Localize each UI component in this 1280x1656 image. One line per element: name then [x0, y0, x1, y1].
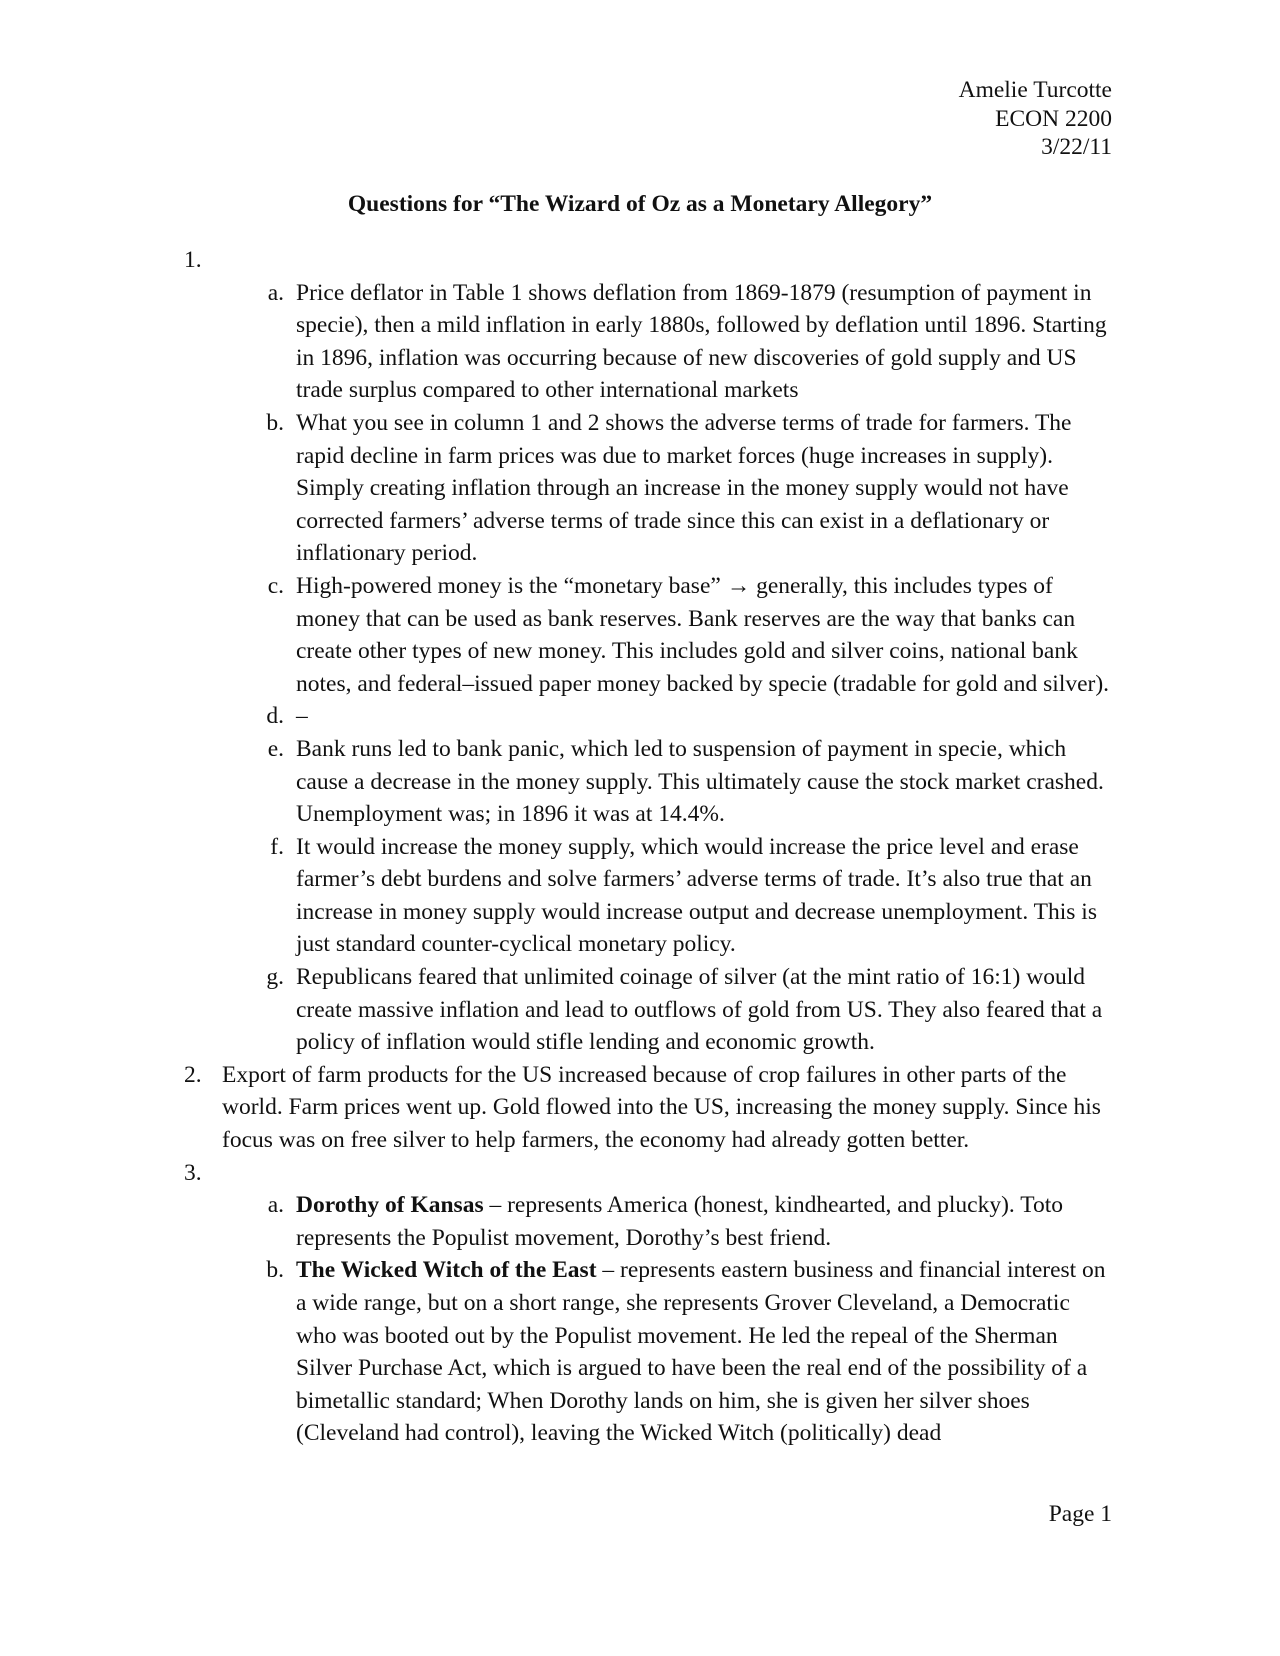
answer-text: – represents America (honest, kindhearted, and plucky). Toto represents the Populist movement, Dorothy’s best friend.	[296, 1192, 1063, 1251]
answer-text: Bank runs led to bank panic, which led to suspension of payment in specie, which cause a decrease in the money supply. This ultimately cause the stock market crashed. Unemployment was; in 1896 it was at 14.4%.	[296, 735, 1104, 828]
answer-text: Export of farm products for the US increased because of crop failures in other parts of the world. Farm prices went up. Gold flowed into the US, increasing the money supply. Since his focus was on free silver to help farmers, the economy had already gotten better.	[222, 1061, 1101, 1154]
page-number: Page 1	[1048, 1501, 1112, 1527]
character-name: The Wicked Witch of the East	[296, 1257, 597, 1284]
answer-text: – represents eastern business and financial interest on a wide range, but on a short range, she represents Grover Cleveland, a Democratic who was booted out by the Populist movement. He led the repeal of the Sherman Silver Purchase Act, which is argued to have been the real end of the possibility of a bimetallic standard; When Dorothy lands on him, she is given her silver shoes (Cleveland had control), leaving the Wicked Witch (politically) dead	[296, 1257, 1106, 1447]
question-number: 3.	[184, 1159, 202, 1186]
answer-letter: d.	[266, 703, 284, 730]
document-title: Questions for “The Wizard of Oz as a Monetary Allegory”	[347, 191, 933, 217]
document-date: 3/22/11	[1041, 134, 1112, 160]
answer-1e	[184, 733, 1114, 831]
answer-letter: a.	[267, 279, 284, 306]
answer-text: High-powered money is the “monetary base” → generally, this includes types of money that can be used as bank reserves. Bank reserves are the way that banks can create other types of new money. This includes gold and silver coins, national bank notes, and federal–issued paper money backed by specie (tradable for gold and silver).	[296, 572, 1110, 697]
answer-1b	[184, 407, 1114, 570]
question-number: 1.	[184, 247, 202, 273]
document-header	[959, 76, 1112, 162]
answer-text: It would increase the money supply, which would increase the price level and erase farmer’s debt burdens and solve farmers’ adverse terms of trade. It’s also true that an increase in money supply would increase output and decrease unemployment. This is just standard counter-cyclical monetary policy.	[296, 833, 1097, 958]
answer-letter: b.	[266, 1257, 284, 1284]
answer-letter: c.	[267, 572, 284, 599]
answer-1d	[184, 700, 1114, 733]
course-code: ECON 2200	[995, 105, 1112, 132]
answer-1f	[184, 831, 1114, 961]
answer-letter: b.	[266, 409, 284, 436]
question-3	[184, 1157, 1114, 1190]
document-body	[184, 244, 1114, 1450]
question-1	[184, 244, 1114, 277]
answer-letter: e.	[267, 735, 284, 762]
answer-text: Republicans feared that unlimited coinage of silver (at the mint ratio of 16:1) would create massive inflation and lead to outflows of gold from US. They also feared that a policy of inflation would stifle lending and economic growth.	[296, 964, 1103, 1056]
question-2	[184, 1059, 1114, 1157]
answer-text: –	[296, 703, 308, 730]
character-name: Dorothy of Kansas	[296, 1192, 484, 1219]
answer-1c	[184, 570, 1114, 700]
answer-letter: f.	[270, 833, 284, 860]
answer-letter: g.	[266, 964, 284, 991]
answer-3a	[184, 1189, 1114, 1254]
answer-3b	[184, 1254, 1114, 1450]
answer-1g	[184, 961, 1114, 1059]
answer-letter: a.	[267, 1192, 284, 1219]
answer-text: Price deflator in Table 1 shows deflation from 1869-1879 (resumption of payment in specie), then a mild inflation in early 1880s, followed by deflation until 1896. Starting in 1896, inflation was occurring because of new discoveries of gold supply and US trade surplus compared to other international markets	[296, 279, 1107, 404]
question-number: 2.	[184, 1061, 202, 1088]
answer-text: What you see in column 1 and 2 shows the adverse terms of trade for farmers. The rapid decline in farm prices was due to market forces (huge increases in supply). Simply creating inflation through an increase in the money supply would not have corrected farmers’ adverse terms of trade since this can exist in a deflationary or inflationary period.	[296, 409, 1072, 567]
author-name: Amelie Turcotte	[958, 77, 1112, 103]
answer-1a	[184, 277, 1114, 407]
